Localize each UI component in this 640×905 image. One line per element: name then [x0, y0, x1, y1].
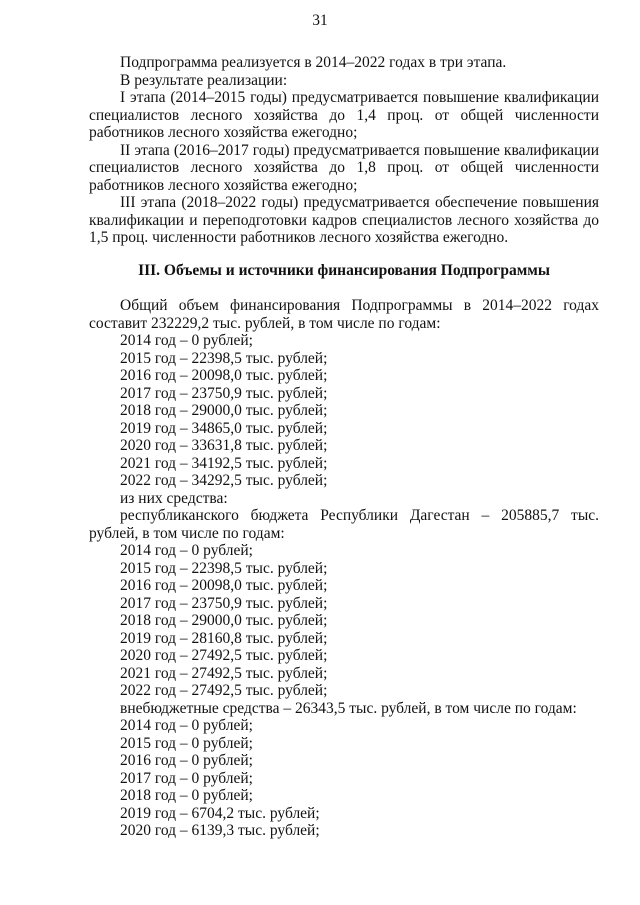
stage-2-paragraph: II этапа (2016–2017 годы) предусматривается повышение квалификации специалистов лесного хозяйства до 1,8 проц. от общей численности работников лесного хозяйства ежегодно;: [89, 141, 599, 194]
page-number: 31: [312, 12, 328, 29]
of-which-line: из них средства:: [120, 489, 228, 507]
section-heading: III. Объемы и источники финансирования Подпрограммы: [138, 262, 550, 279]
year-line: 2017 год – 23750,9 тыс. рублей;: [120, 594, 328, 612]
year-line: 2018 год – 29000,0 тыс. рублей;: [120, 612, 328, 629]
year-line: 2017 год – 23750,9 тыс. рублей;: [120, 384, 328, 402]
year-line: 2014 год – 0 рублей;: [120, 542, 253, 559]
intro-paragraph: Подпрограмма реализуется в 2014–2022 годах в три этапа.: [120, 54, 507, 71]
year-line: 2017 год – 0 рублей;: [120, 769, 253, 787]
year-line: 2015 год – 0 рублей;: [120, 734, 253, 752]
year-line: 2014 год – 0 рублей;: [120, 332, 253, 349]
year-line: 2020 год – 33631,8 тыс. рублей;: [120, 437, 328, 454]
extra-budget-paragraph: внебюджетные средства – 26343,5 тыс. рублей, в том числе по годам:: [120, 699, 577, 717]
year-line: 2021 год – 27492,5 тыс. рублей;: [120, 664, 328, 682]
year-line: 2019 год – 34865,0 тыс. рублей;: [120, 419, 328, 437]
year-line: 2016 год – 20098,0 тыс. рублей;: [120, 367, 328, 384]
year-line: 2020 год – 27492,5 тыс. рублей;: [120, 647, 328, 664]
stage-1-paragraph: I этапа (2014–2015 годы) предусматривается повышение квалификации специалистов лесного хозяйства до 1,4 проц. от общей численности работников лесного хозяйства ежегодно;: [89, 89, 599, 141]
year-line: 2015 год – 22398,5 тыс. рублей;: [120, 349, 328, 367]
total-paragraph: Общий объем финансирования Подпрограммы в 2014–2022 годах составит 232229,2 тыс. рублей, в том числе по годам:: [89, 297, 599, 332]
stage-3-paragraph: III этапа (2018–2022 годы) предусматривается обеспечение повышения квалификации и переподготовки кадров специалистов лесного хозяйства до 1,5 проц. численности работников лесного хозяйства ежегодно.: [89, 194, 599, 246]
year-line: 2022 год – 34292,5 тыс. рублей;: [120, 472, 328, 489]
year-line: 2019 год – 6704,2 тыс. рублей;: [120, 804, 320, 822]
year-line: 2020 год – 6139,3 тыс. рублей;: [120, 822, 320, 839]
year-line: 2018 год – 0 рублей;: [120, 787, 253, 804]
year-line: 2021 год – 34192,5 тыс. рублей;: [120, 454, 328, 472]
financing-section: [89, 297, 599, 840]
year-line: 2016 год – 0 рублей;: [120, 752, 253, 769]
intro-paragraph: В результате реализации:: [120, 71, 288, 89]
year-line: 2019 год – 28160,8 тыс. рублей;: [120, 629, 328, 647]
intro-section: [89, 54, 599, 247]
year-line: 2014 год – 0 рублей;: [120, 717, 253, 734]
year-line: 2022 год – 27492,5 тыс. рублей;: [120, 682, 328, 699]
year-line: 2018 год – 29000,0 тыс. рублей;: [120, 402, 328, 419]
republic-budget-paragraph: республиканского бюджета Республики Дагестан – 205885,7 тыс. рублей, в том числе по годам:: [89, 507, 599, 542]
year-line: 2015 год – 22398,5 тыс. рублей;: [120, 559, 328, 577]
year-line: 2016 год – 20098,0 тыс. рублей;: [120, 577, 328, 594]
